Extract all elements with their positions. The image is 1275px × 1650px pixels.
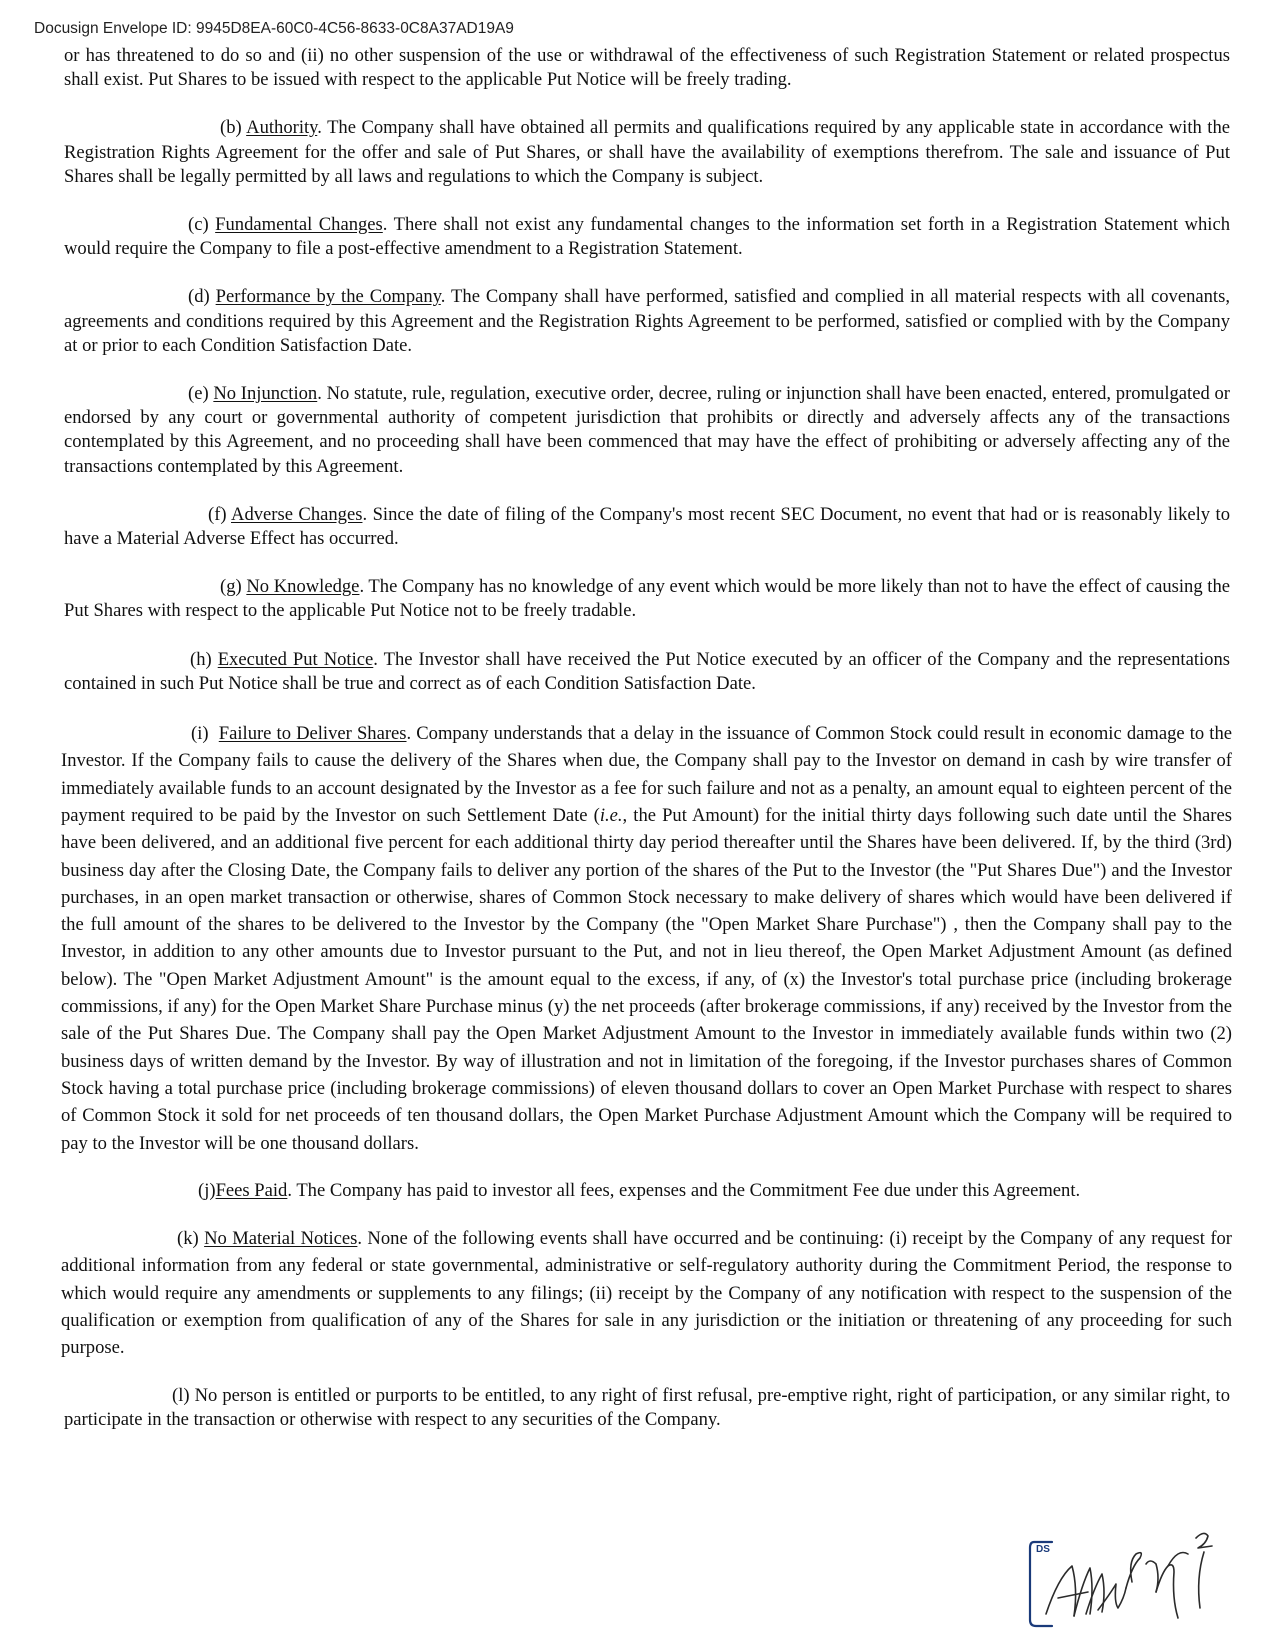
section-text: . The Company shall have performed, satisfied and complied in all material respects with all covenants, agreements and conditions required by this Agreement and the Registration Rights Agreement to be performed, satisfied or complied with by the Company at or prior to each Condition Satisfaction Date. [64, 286, 1230, 356]
section-text-part-1: . Company understands that a delay in the issuance of Common Stock could result in economic damage to the Investor. If the Company fails to cause the delivery of the Shares when due, the Company shall pay to the Investor on demand in cash by wire transfer of immediately available funds to an account designated by the Investor as a fee for such failure and not as a penalty, an amount equal to eighteen percent of the payment required to be paid by the Investor on such Settlement Date ( [61, 723, 1232, 826]
section-title: No Injunction [213, 383, 318, 405]
section-label: (i) [191, 723, 209, 745]
section-label: (j) [198, 1179, 216, 1201]
section-text: . There shall not exist any fundamental changes to the information set forth in a Registration Statement which would require the Company to file a post-effective amendment to a Registration Statement. [64, 214, 1231, 260]
paragraph-d-performance [64, 285, 1230, 358]
section-title: Fundamental Changes [215, 214, 383, 236]
section-text-part-2: , the Put Amount) for the initial thirty days following such date until the Shares have been delivered, and an additional five percent for each additional thirty day period thereafter until the Shares have been delivered. If, by the third (3rd) business day after the Closing Date, the Company fails to deliver any portion of the shares of the Put to the Investor (the "Put Shares Due") and the Investor purchases, in an open market transaction or otherwise, shares of Common Stock necessary to make delivery of shares which would have been delivered if the full amount of the shares to be delivered to the Investor by the Company (the "Open Market Share Purchase") , then the Company shall pay to the Investor, in addition to any other amounts due to Investor pursuant to the Put, and not in lieu thereof, the Open Market Adjustment Amount (as defined below). The "Open Market Adjustment Amount" is the amount equal to the excess, if any, of (x) the Investor's total purchase price (including brokerage commissions, if any) for the Open Market Share Purchase minus (y) the net proceeds (after brokerage commissions, if any) received by the Investor from the sale of the Put Shares Due. The Company shall pay the Open Market Adjustment Amount to the Investor in immediately available funds within two (2) business days of written demand by the Investor. By way of illustration and not in limitation of the foregoing, if the Investor purchases shares of Common Stock having a total purchase price (including brokerage commissions) of eleven thousand dollars to cover an Open Market Purchase with respect to shares of Common Stock it sold for net proceeds of ten thousand dollars, the Open Market Purchase Adjustment Amount which the Company will be required to pay to the Investor will be one thousand dollars. [61, 804, 1232, 1154]
docusign-envelope-id: Docusign Envelope ID: 9945D8EA-60C0-4C56-8633-0C8A37AD19A9 [34, 20, 514, 37]
section-label: (h) [190, 648, 212, 670]
section-title: Authority [246, 117, 318, 139]
section-label: (g) [220, 576, 242, 598]
paragraph-f-adverse-changes [64, 503, 1230, 551]
ds-label: DS [1036, 1544, 1050, 1555]
section-text: . The Company has paid to investor all fees, expenses and the Commitment Fee due under this Agreement. [287, 1179, 1081, 1201]
section-label: (k) [177, 1228, 199, 1250]
paragraph-h-executed-put-notice [64, 648, 1230, 696]
section-text: . No statute, rule, regulation, executive order, decree, ruling or injunction shall have been enacted, entered, promulgated or endorsed by any court or governmental authority of competent jurisdiction that prohibits or directly and adversely affects any of the transactions contemplated by this Agreement, and no proceeding shall have been commenced that may have the effect of prohibiting or adversely affecting any of the transactions contemplated by this Agreement. [64, 383, 1230, 477]
section-label: (b) [220, 117, 242, 139]
paragraph-i-failure-to-deliver [61, 720, 1232, 1157]
section-text: . The Company shall have obtained all permits and qualifications required by any applicable state in accordance with the Registration Rights Agreement for the offer and sale of Put Shares, or shall have the availability of exemptions therefrom. The sale and issuance of Put Shares shall be legally permitted by all laws and regulations to which the Company is subject. [64, 117, 1230, 187]
paragraph-k-no-material-notices [61, 1225, 1232, 1361]
paragraph-continuation: or has threatened to do so and (ii) no other suspension of the use or withdrawal of the effectiveness of such Registration Statement or related prospectus shall exist. Put Shares to be issued with respect to the applicable Put Notice will be freely trading. [64, 45, 1230, 91]
paragraph-j-fees-paid [64, 1179, 1230, 1203]
section-title: Fees Paid [215, 1179, 288, 1201]
section-text: . None of the following events shall have occurred and be continuing: (i) receipt by the Company of any request for additional information from any federal or state governmental, administrative or self-regulatory authority during the Commitment Period, the response to which would require any amendments or supplements to any filings; (ii) receipt by the Company of any notification with respect to the suspension of the qualification or exemption from qualification of any of the Shares for sale in any jurisdiction or the initiation or threatening of any proceeding for such purpose. [61, 1228, 1232, 1359]
section-label: (c) [188, 214, 209, 236]
paragraph-b-authority [64, 116, 1230, 189]
initials-signature [1046, 1533, 1212, 1618]
paragraph-e-no-injunction [64, 382, 1230, 479]
section-title: Failure to Deliver Shares [218, 723, 407, 745]
section-text: . Since the date of filing of the Company's most recent SEC Document, no event that had or is reasonably likely to have a Material Adverse Effect has occurred. [64, 503, 1231, 550]
signature-box [1028, 1528, 1258, 1638]
document-body [61, 44, 1232, 1456]
section-label: (l) [172, 1384, 190, 1406]
section-title: No Material Notices [204, 1228, 358, 1250]
section-label: (f) [208, 503, 227, 525]
section-label: (d) [188, 286, 210, 308]
section-title: Executed Put Notice [217, 648, 374, 670]
section-title: Adverse Changes [231, 503, 363, 525]
section-title: No Knowledge [246, 576, 360, 598]
section-text: . The Company has no knowledge of any event which would be more likely than not to have the effect of causing the Put Shares with respect to the applicable Put Notice not to be freely tradable. [64, 576, 1230, 622]
paragraph-g-no-knowledge [64, 575, 1230, 623]
section-label: (e) [188, 383, 209, 405]
paragraph-l-no-person-entitled [64, 1384, 1230, 1432]
section-title: Performance by the Company [215, 286, 441, 308]
section-text: No person is entitled or purports to be entitled, to any right of first refusal, pre-emptive right, right of participation, or any similar right, to participate in the transaction or otherwise with respect to any securities of the Company. [64, 1384, 1230, 1430]
section-text: . The Investor shall have received the Put Notice executed by an officer of the Company and the representations contained in such Put Notice shall be true and correct as of each Condition Satisfaction Date. [64, 648, 1230, 694]
paragraph-c-fundamental-changes [64, 213, 1230, 261]
section-text-ie: i.e. [599, 804, 623, 826]
